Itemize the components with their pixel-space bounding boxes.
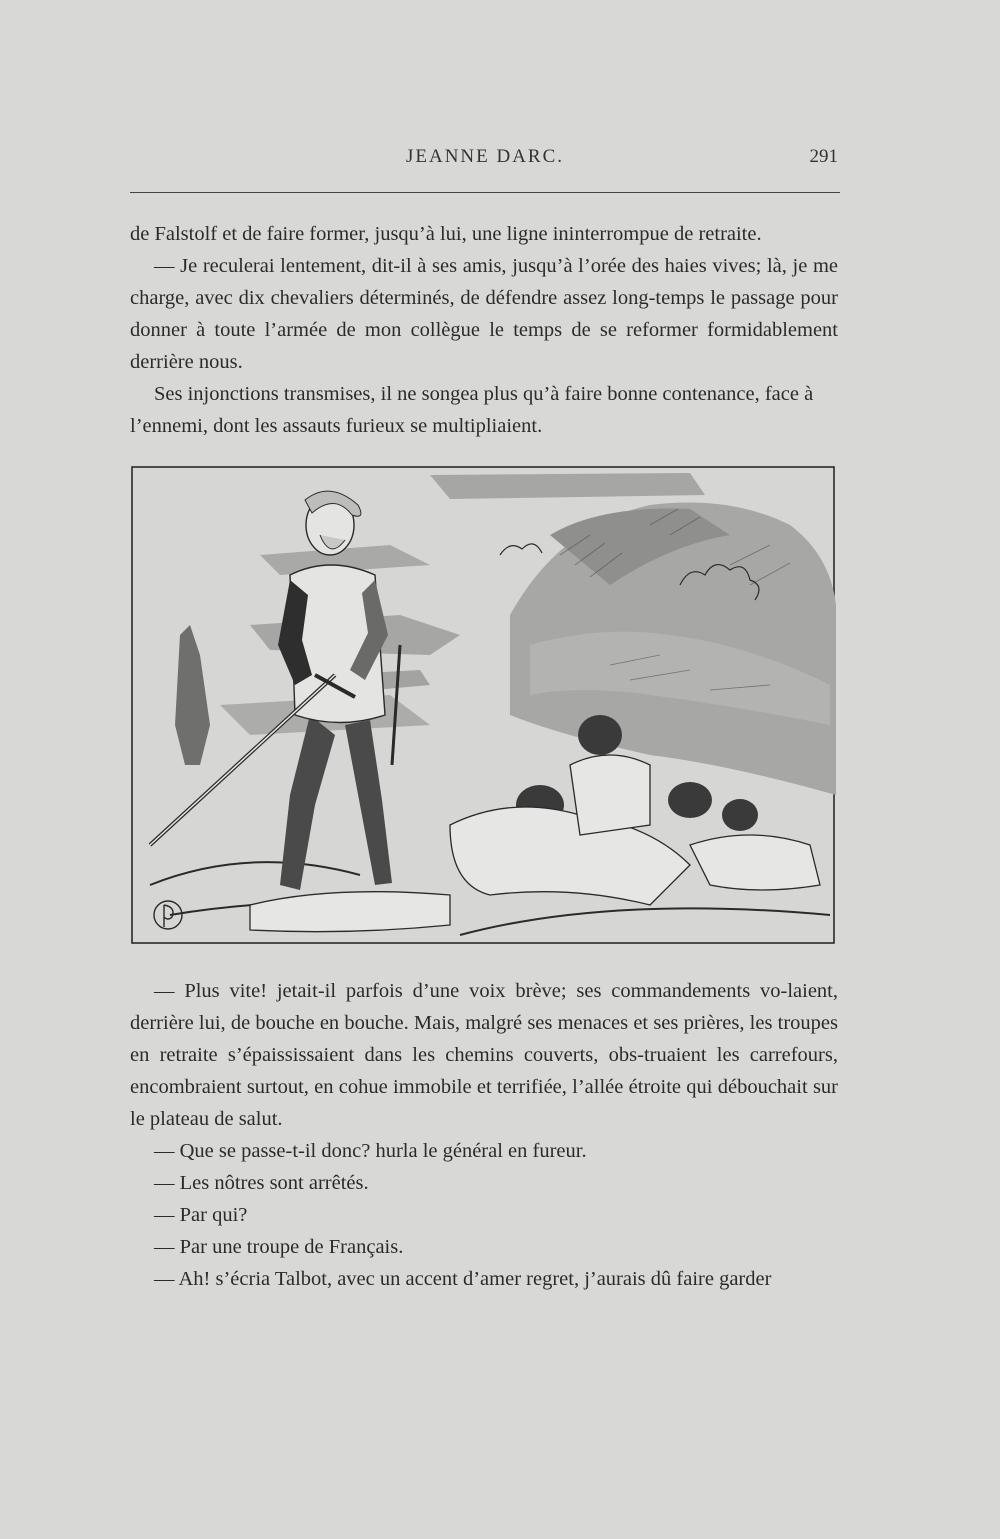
paragraph: — Par qui? bbox=[154, 1204, 248, 1226]
paragraph: — Ah! s’écria Talbot, avec un accent d’amer regret, j’aurais dû faire garder bbox=[154, 1268, 772, 1290]
paragraph: — Plus vite! jetait-il parfois d’une voix brève; ses commandements vo-laient, derrière lui, de bouche en bouche. Mais, malgré ses menaces et ses prières, les troupes en retraite s’épaississaient dans les chemins couverts, obs-truaient les carrefours, encombraient surtout, en cohue immobile et terrifiée, l’allée étroite qui débouchait sur le plateau de salut. bbox=[130, 980, 838, 1130]
running-head bbox=[130, 146, 840, 176]
header-rule bbox=[130, 192, 840, 193]
paragraph: — Par une troupe de Français. bbox=[154, 1236, 404, 1258]
paragraph: de Falstolf et de faire former, jusqu’à lui, une ligne ininterrompue de retraite. bbox=[130, 223, 762, 245]
paragraph: — Les nôtres sont arrêtés. bbox=[154, 1172, 369, 1194]
running-title: JEANNE DARC. bbox=[405, 146, 565, 167]
page-number: 291 bbox=[809, 146, 838, 167]
paragraph: Ses injonctions transmises, il ne songea plus qu’à faire bonne contenance, face à l’ennemi, dont les assauts furieux se multipliaient. bbox=[130, 383, 814, 437]
text-block-bottom bbox=[130, 975, 838, 1295]
paragraph: — Je reculerai lentement, dit-il à ses amis, jusqu’à l’orée des haies vives; là, je me charge, avec dix chevaliers déterminés, de défendre assez long-temps le passage pour donner à toute l’armée de mon collègue le temps de se reformer formidablement derrière nous. bbox=[130, 255, 838, 373]
paragraph: — Que se passe-t-il donc? hurla le général en fureur. bbox=[154, 1140, 587, 1162]
text-block-top bbox=[130, 218, 838, 442]
illustration-knight bbox=[130, 465, 838, 947]
